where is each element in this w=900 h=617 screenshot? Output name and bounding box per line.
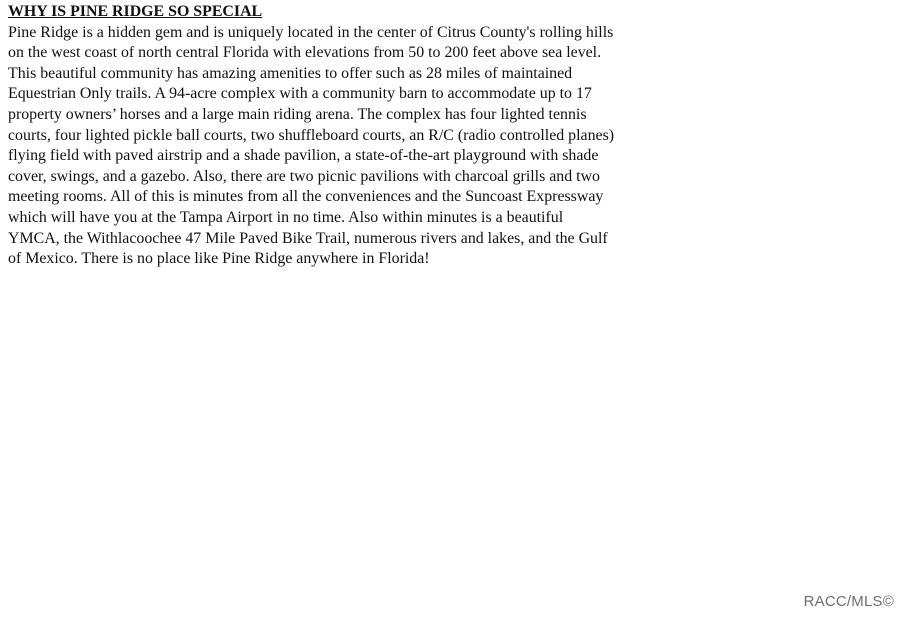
paragraph-line: This beautiful community has amazing amenities to offer such as 28 miles of maintained [8,64,573,82]
paragraph-line: on the west coast of north central Florida with elevations from 50 to 200 feet above sea level. [8,44,602,62]
description-paragraph [8,23,713,270]
paragraph-line: of Mexico. There is no place like Pine Ridge anywhere in Florida! [8,250,430,268]
paragraph-line: courts, four lighted pickle ball courts, two shuffleboard courts, an R/C (radio controlled planes) [8,126,615,144]
paragraph-line: meeting rooms. All of this is minutes from all the conveniences and the Suncoast Expressway [8,188,604,206]
document-title: WHY IS PINE RIDGE SO SPECIAL [8,3,263,20]
paragraph-line: property owners’ horses and a large main riding arena. The complex has four lighted tennis [8,105,587,123]
paragraph-line: which will have you at the Tampa Airport in no time. Also within minutes is a beautiful [8,208,564,226]
paragraph-line: cover, swings, and a gazebo. Also, there are two picnic pavilions with charcoal grills and two [8,167,601,185]
paragraph-line: Pine Ridge is a hidden gem and is uniquely located in the center of Citrus County's rolling hills [8,23,614,41]
document-body [8,2,713,270]
paragraph-line: Equestrian Only trails. A 94-acre complex with a community barn to accommodate up to 17 [8,85,592,103]
paragraph-line: YMCA, the Withlacoochee 47 Mile Paved Bike Trail, numerous rivers and lakes, and the Gulf [8,229,608,247]
paragraph-line: flying field with paved airstrip and a shade pavilion, a state-of-the-art playground with shade [8,147,599,165]
mls-watermark: RACC/MLS© [803,593,894,610]
